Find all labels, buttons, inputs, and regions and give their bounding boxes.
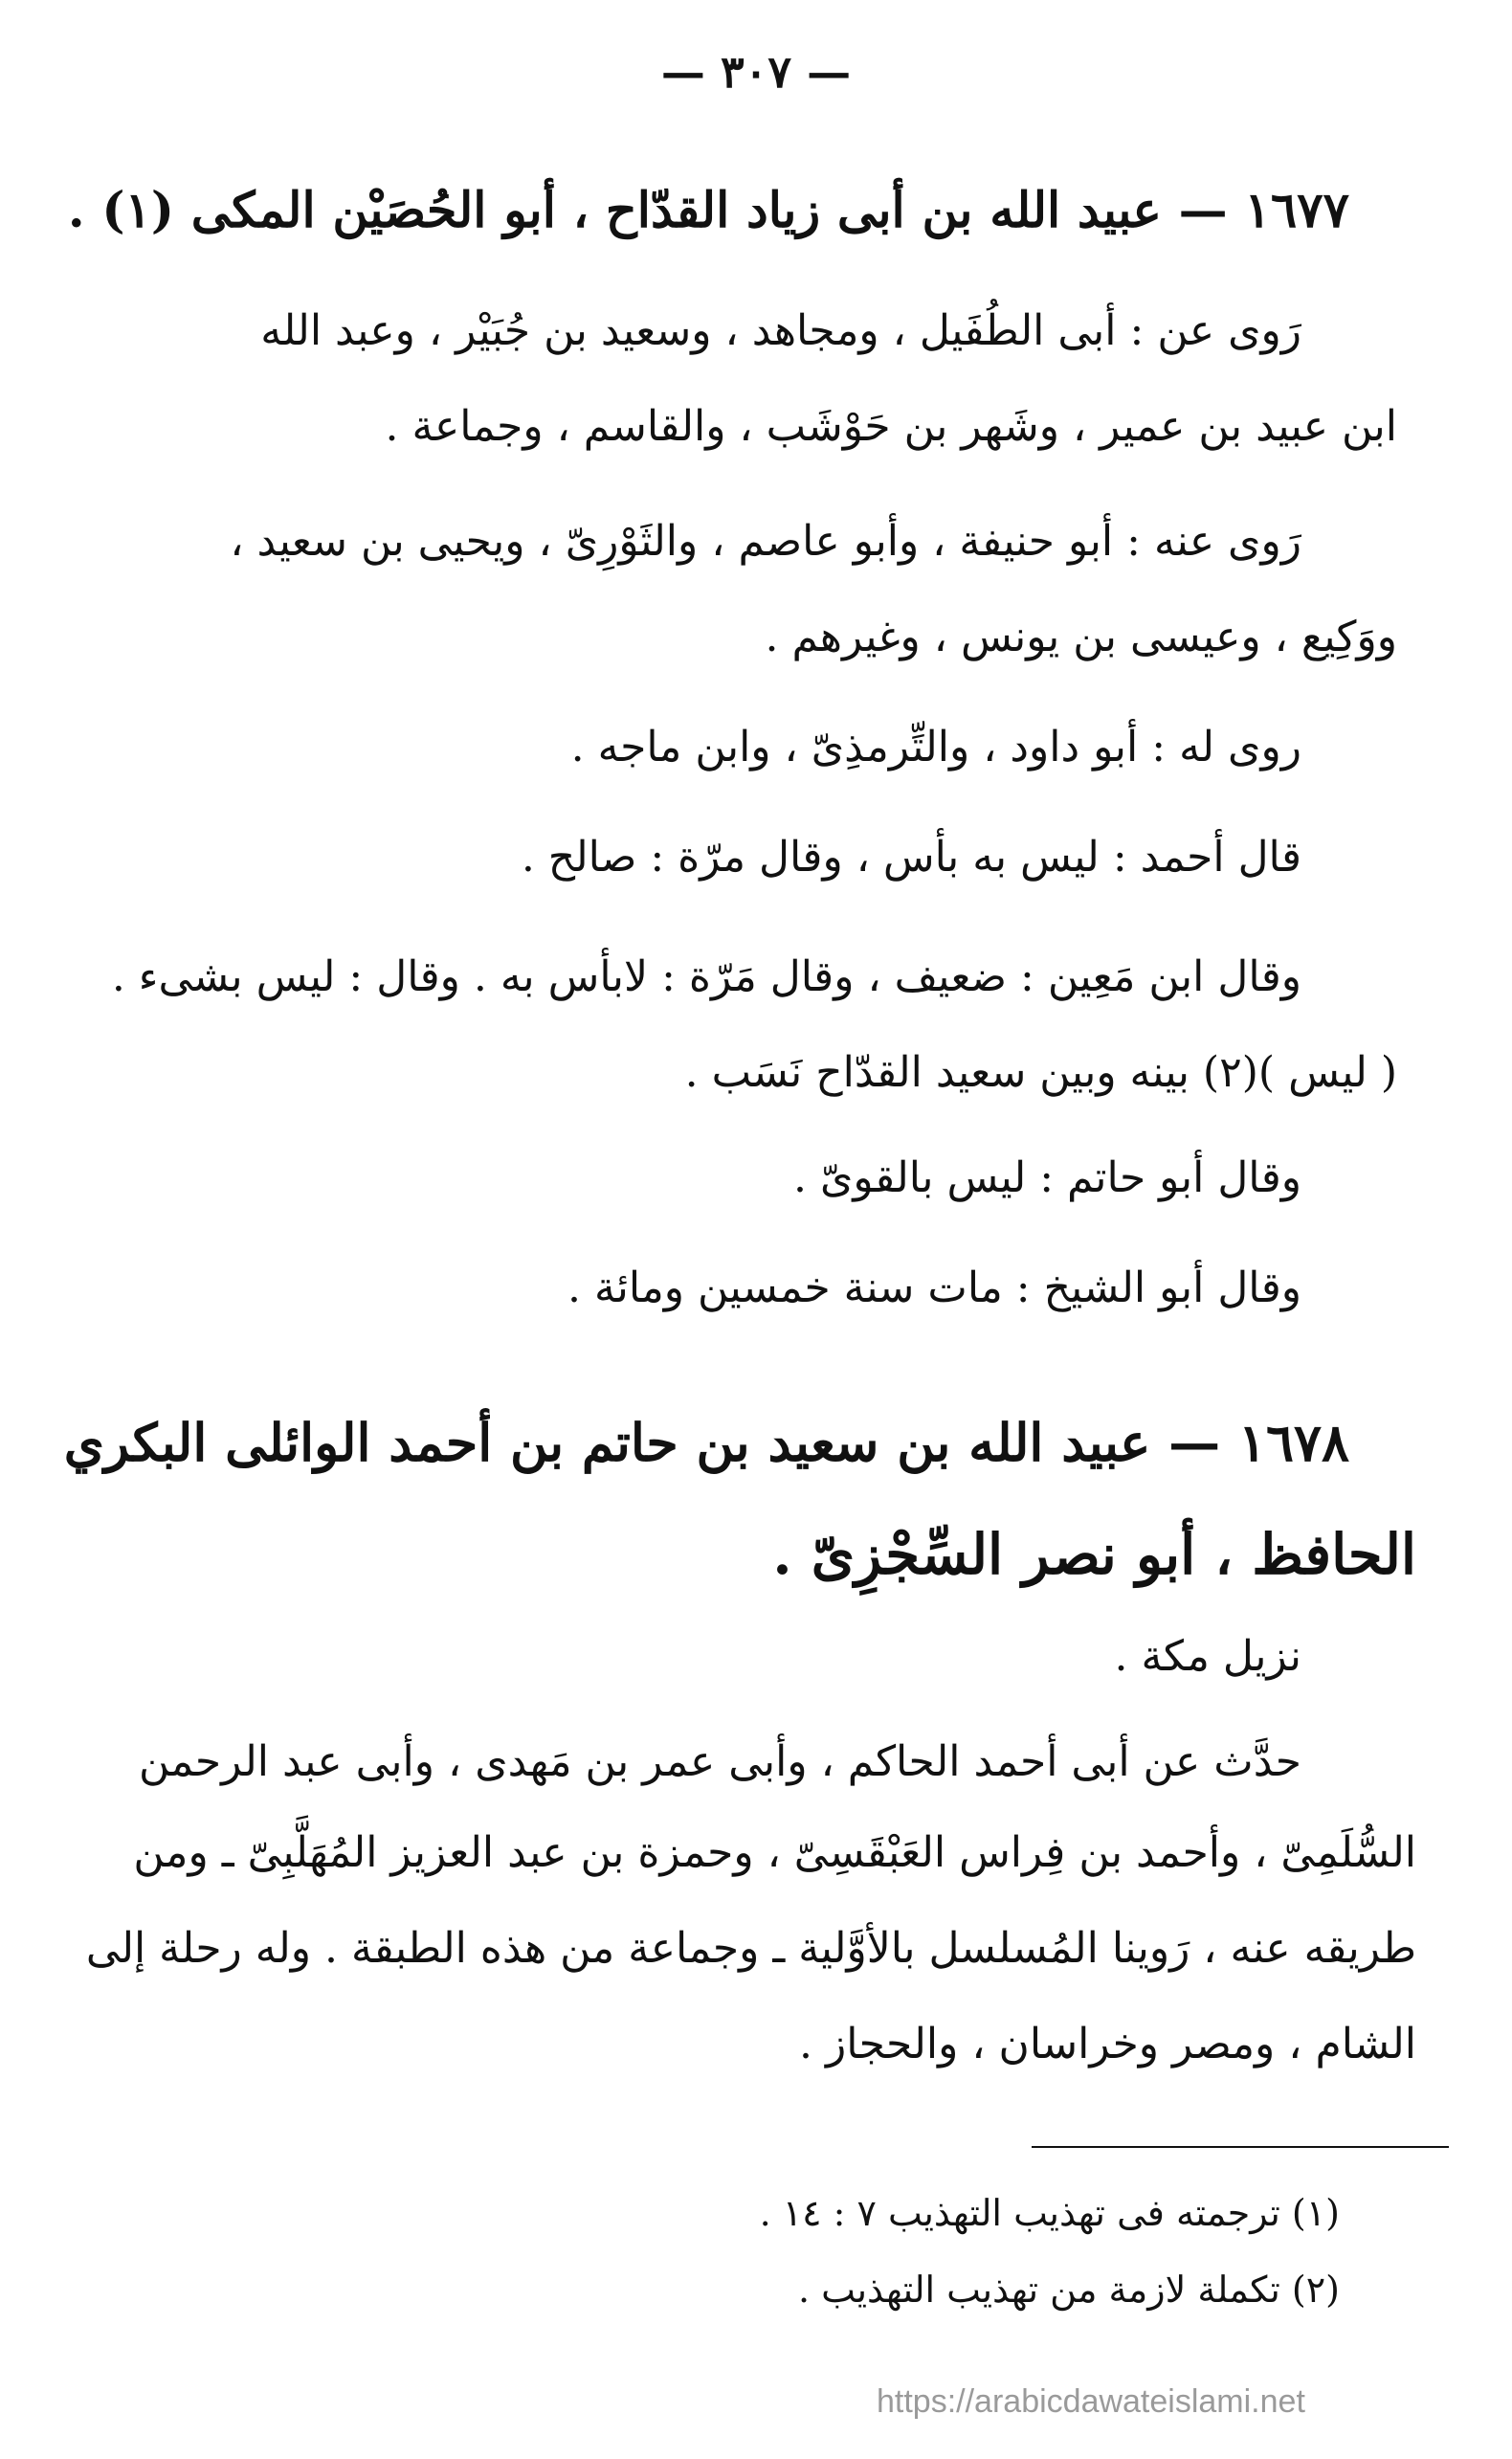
footnote-divider xyxy=(1032,2146,1449,2148)
entry-1677-line-1: رَوى عن : أبى الطُفَيل ، ومجاهد ، وسعيد بن جُبَيْر ، وعبد الله xyxy=(260,306,1301,355)
website-watermark: https://arabicdawateislami.net xyxy=(877,2383,1305,2420)
entry-1677-line-8: ( ليس )(٢) بينه وبين سعيد القدّاح نَسَب . xyxy=(684,1048,1397,1097)
entry-1677-line-4: ووَكِيع ، وعيسى بن يونس ، وغيرهم . xyxy=(765,613,1397,661)
entry-1678-line-4: طريقه عنه ، رَوينا المُسلسل بالأوَّلية ـ وجماعة من هذه الطبقة . وله رحلة إلى xyxy=(85,1924,1416,1973)
entry-1677-line-3: رَوى عنه : أبو حنيفة ، وأبو عاصم ، والثَوْرِىّ ، ويحيى بن سعيد ، xyxy=(230,517,1301,566)
entry-1678-line-3: السُّلَمِىّ ، وأحمد بن فِراس العَبْقَسِىّ ، وحمزة بن عبد العزيز المُهَلَّبِىّ ـ ومن xyxy=(133,1828,1416,1877)
entry-1677-line-10: وقال أبو الشيخ : مات سنة خمسين ومائة . xyxy=(567,1263,1301,1312)
entry-1677-line-7: وقال ابن مَعِين : ضعيف ، وقال مَرّة : لابأس به . وقال : ليس بشىء . xyxy=(111,952,1301,1001)
entry-1678-line-1: نزيل مكة . xyxy=(1114,1632,1301,1681)
entry-1677-line-6: قال أحمد : ليس به بأس ، وقال مرّة : صالح . xyxy=(521,833,1301,882)
entry-1677-line-2: ابن عبيد بن عمير ، وشَهر بن حَوْشَب ، والقاسم ، وجماعة . xyxy=(385,402,1397,451)
entry-1678-line-5: الشام ، ومصر وخراسان ، والحجاز . xyxy=(799,2020,1416,2068)
page-number: — ٣٠٧ — xyxy=(660,46,852,98)
entry-heading-1678-cont: الحافظ ، أبو نصر السِّجْزِىّ . xyxy=(772,1522,1416,1587)
entry-1677-line-9: وقال أبو حاتم : ليس بالقوىّ . xyxy=(793,1153,1301,1202)
entry-1677-line-5: روى له : أبو داود ، والتِّرمذِىّ ، وابن ماجه . xyxy=(570,723,1301,771)
entry-heading-1678: ١٦٧٨ — عبيد الله بن سعيد بن حاتم بن أحمد الوائلى البكري xyxy=(63,1412,1349,1473)
footnote-2: (٢) تكملة لازمة من تهذيب التهذيب . xyxy=(797,2269,1340,2311)
footnote-1: (١) ترجمته فى تهذيب التهذيب ٧ : ١٤ . xyxy=(759,2192,1340,2234)
entry-heading-1677: ١٦٧٧ — عبيد الله بن أبى زياد القدّاح ، أبو الحُصَيْن المكى (١) . xyxy=(67,182,1349,239)
entry-1678-line-2: حدَّث عن أبى أحمد الحاكم ، وأبى عمر بن مَهدى ، وأبى عبد الرحمن xyxy=(138,1737,1301,1786)
